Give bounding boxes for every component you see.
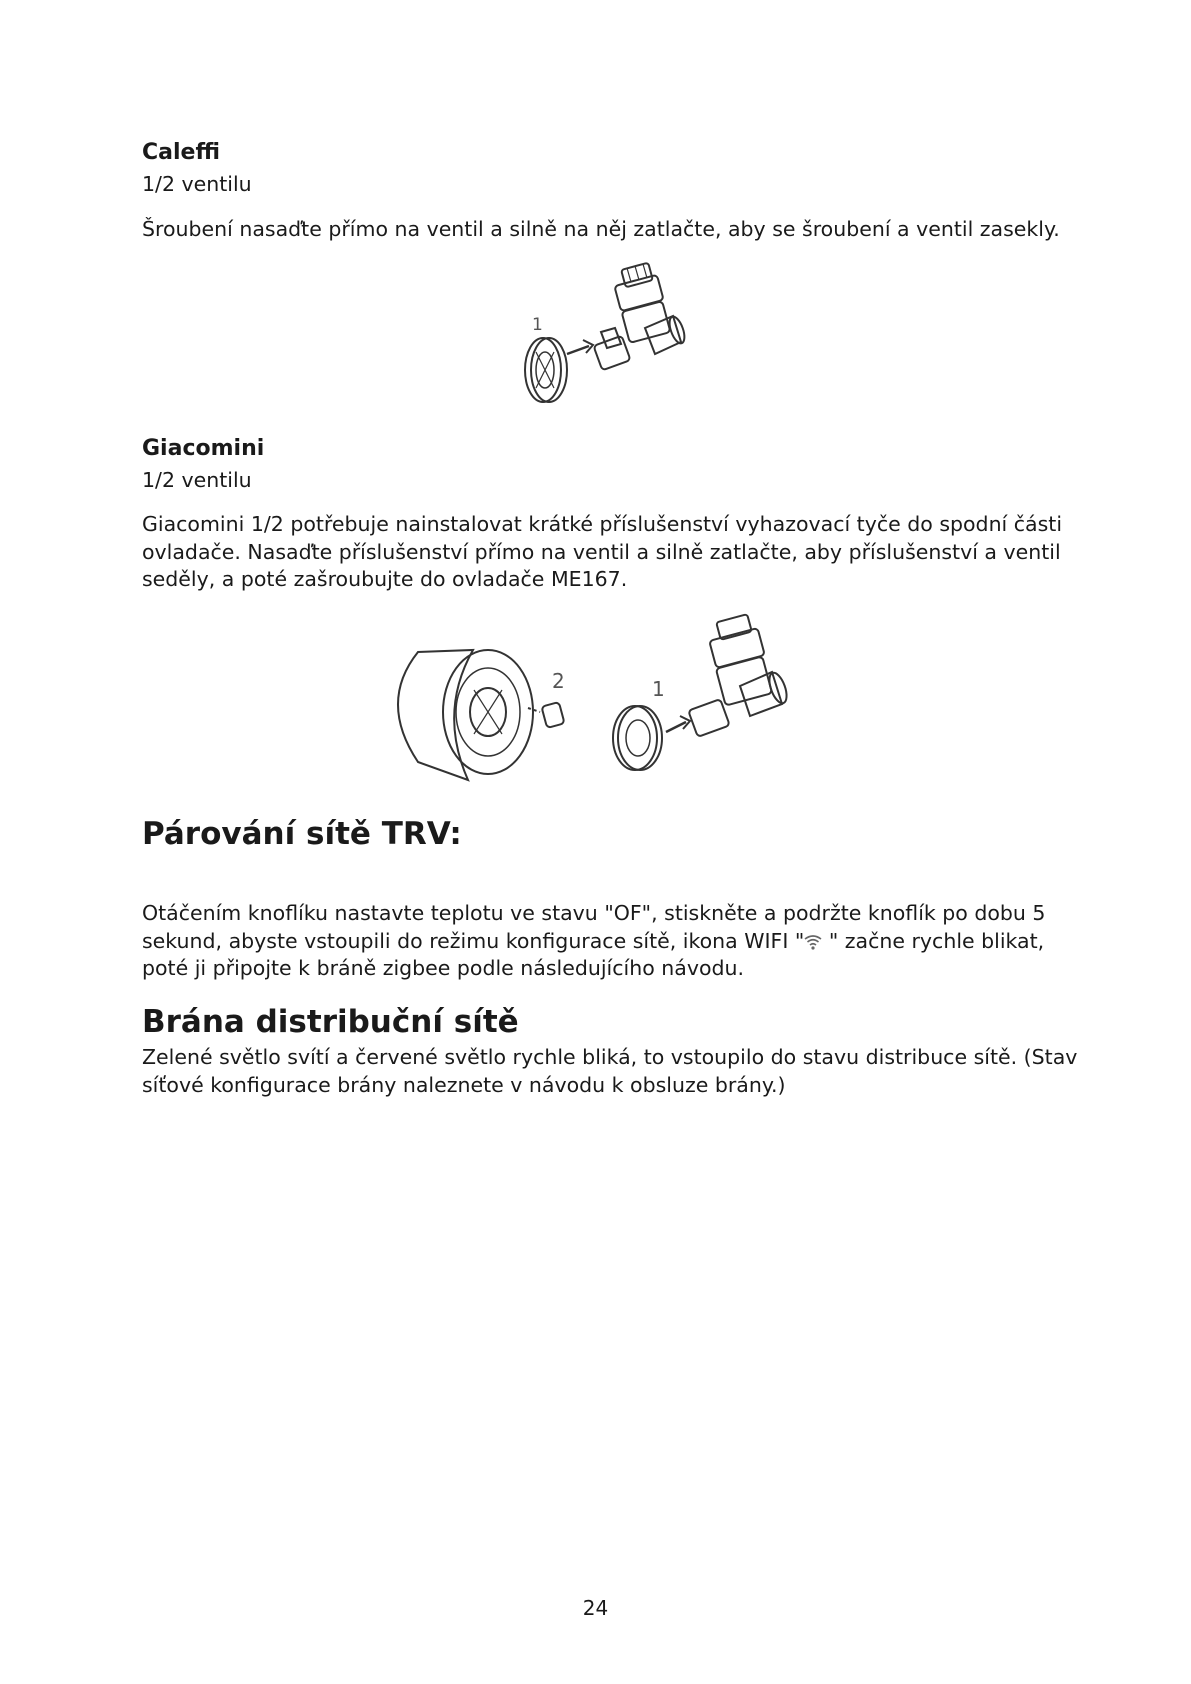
wifi-icon [804, 934, 822, 950]
gateway-line: Zelené světlo svítí a červené světlo rychle bliká, to vstoupilo do stavu distribuce sítě. (Stav [142, 1045, 1078, 1069]
pairing-line-2-end: " začne rychle blikat, [822, 928, 1045, 953]
gateway-paragraph [142, 1044, 1082, 1099]
pairing-line-2-start: sekund, abyste vstoupili do režimu konfigurace sítě, ikona WIFI " [142, 928, 805, 953]
arrow-1 [666, 722, 686, 732]
giacomini-subtitle: 1/2 ventilu [142, 468, 252, 492]
actuator-body [398, 650, 473, 780]
caleffi-subtitle: 1/2 ventilu [142, 172, 252, 196]
pairing-line-3: poté ji připojte k bráně zigbee podle následujícího návodu. [142, 956, 745, 980]
giacomini-line: Giacomini 1/2 potřebuje nainstalovat krátké příslušenství vyhazovací tyče do spodní části [142, 512, 1063, 536]
caleffi-step-label: 1 [532, 315, 543, 335]
giacomini-step-label-2: 2 [552, 669, 565, 693]
giacomini-valve-figure [378, 612, 818, 792]
gateway-line: síťové konfigurace brány naleznete v návodu k obsluze brány.) [142, 1072, 786, 1097]
giacomini-heading: Giacomini [142, 436, 265, 461]
caleffi-text: Šroubení nasaďte přímo na ventil a silně na něj zatlačte, aby se šroubení a ventil zasekly. [142, 217, 1060, 241]
pairing-heading: Párování sítě TRV: [142, 816, 462, 852]
giacomini-paragraph [142, 511, 1082, 594]
caleffi-valve-figure [505, 258, 695, 418]
accessory-pin [541, 702, 564, 728]
giacomini-step-label-1: 1 [652, 677, 665, 701]
pairing-paragraph [142, 900, 1082, 983]
pairing-line-2 [142, 928, 1082, 956]
giacomini-line: seděly, a poté zašroubujte do ovladače ME167. [142, 567, 628, 591]
gateway-heading: Brána distribuční sítě [142, 1004, 519, 1040]
pairing-line-1: Otáčením knoflíku nastavte teplotu ve stavu "OF", stiskněte a podržte knoflík po dobu 5 [142, 901, 1046, 925]
giacomini-line: ovladače. Nasaďte příslušenství přímo na ventil a silně zatlačte, aby příslušenství a ventil [142, 539, 1061, 564]
caleffi-heading: Caleffi [142, 140, 220, 165]
arrow-1 [567, 346, 589, 354]
page-number: 24 [582, 1596, 609, 1620]
